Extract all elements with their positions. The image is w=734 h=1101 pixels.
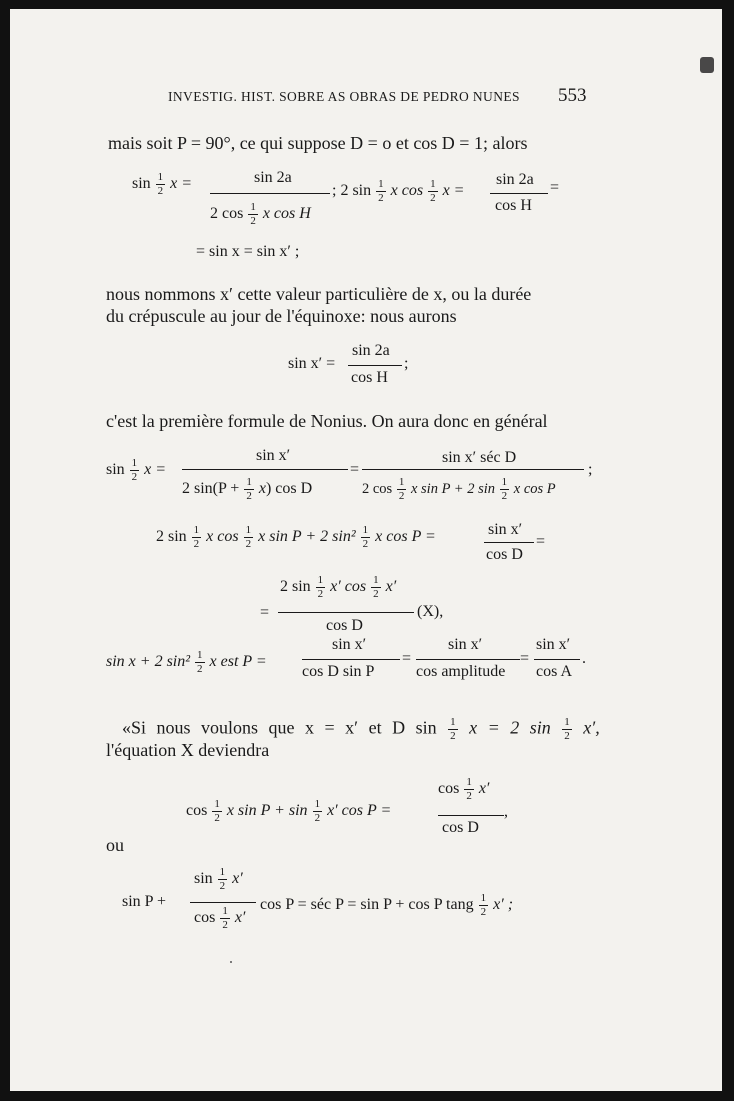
equation-tag: (X), <box>417 603 444 620</box>
equals-sign: = <box>402 650 412 667</box>
comma: , <box>504 803 508 820</box>
running-title: INVESTIG. HIST. SOBRE AS OBRAS DE PEDRO NUNES <box>168 89 520 104</box>
equation-9-rhs: cos P = séc P = sin P + cos P tang $\frac{1}{2}$ x′ ; <box>260 892 514 918</box>
period: . <box>582 650 586 667</box>
fraction-numerator: sin x′ <box>448 636 483 653</box>
fraction-denominator: cos D <box>442 819 479 836</box>
text-line: c'est la première formule de Nonius. On aura donc en général <box>106 411 548 431</box>
fraction-numerator: sin 2a <box>496 171 534 188</box>
fraction-bar <box>348 365 402 366</box>
fraction-numerator: sin x′ <box>256 447 291 464</box>
fraction-bar <box>484 542 534 543</box>
fraction-numerator: 2 sin $\frac{1}{2}$ x′ cos $\frac{1}{2}$ x′ <box>280 574 397 600</box>
fraction-denominator: cos A <box>536 663 572 680</box>
book-page <box>10 9 722 1091</box>
ink-mark <box>700 57 714 73</box>
equation-1-mid: ; 2 sin $\frac{1}{2}$ x cos $\frac{1}{2}$ x = <box>332 178 465 204</box>
equation-7: sin x + 2 sin² $\frac{1}{2}$ x est P = <box>106 649 267 675</box>
equals-sign: = <box>350 461 360 478</box>
fraction-bar <box>416 659 520 660</box>
equals-sign: = <box>520 650 530 667</box>
equation-8: cos $\frac{1}{2}$ x sin P + sin $\frac{1}{2}$ x′ cos P = <box>186 798 392 824</box>
fraction-bar <box>490 193 548 194</box>
equation-5: 2 sin $\frac{1}{2}$ x cos $\frac{1}{2}$ x sin P + 2 sin² $\frac{1}{2}$ x cos P = <box>156 524 436 550</box>
equation-9-lhs: sin P + <box>122 893 166 910</box>
semicolon: ; <box>588 461 593 478</box>
fraction-numerator: sin x′ <box>488 521 523 538</box>
fraction-bar <box>362 469 584 470</box>
fraction-denominator: cos H <box>495 197 532 214</box>
fraction-denominator: 2 cos $\frac{1}{2}$ x cos H <box>210 201 311 227</box>
fraction-numerator: sin x′ <box>536 636 571 653</box>
text-line: mais soit P = 90°, ce qui suppose D = o et cos D = 1; alors <box>108 133 528 153</box>
fraction-numerator: sin 2a <box>352 342 390 359</box>
equals-sign: = <box>550 179 560 196</box>
fraction-bar <box>210 193 330 194</box>
page-number: 553 <box>558 85 587 106</box>
fraction-numerator: sin 2a <box>254 169 292 186</box>
fraction-denominator: 2 cos $\frac{1}{2}$ x sin P + 2 sin $\frac{1}{2}$ x cos P <box>362 476 556 502</box>
fraction-bar <box>534 659 580 660</box>
equals-sign: = <box>260 604 270 621</box>
fraction-bar <box>182 469 348 470</box>
fraction-numerator: sin x′ <box>332 636 367 653</box>
fraction-denominator: cos $\frac{1}{2}$ x′ <box>194 905 246 931</box>
equation-1: sin $\frac{1}{2}$ x = <box>132 171 193 197</box>
text-line: «Si nous voulons que x = x′ et D sin $\frac{1}{2}$ x = 2 sin $\frac{1}{2}$ x′, <box>122 716 600 742</box>
fraction-denominator: cos amplitude <box>416 663 506 680</box>
fraction-numerator: sin $\frac{1}{2}$ x′ <box>194 866 243 892</box>
semicolon: ; <box>404 355 409 372</box>
fraction-bar <box>438 815 504 816</box>
equation-3-lhs: sin x′ = <box>288 355 336 372</box>
text-line: nous nommons x′ cette valeur particulière de x, ou la durée <box>106 284 532 304</box>
paper-speck <box>230 961 232 963</box>
fraction-denominator: cos D <box>326 617 363 634</box>
fraction-bar <box>190 902 256 903</box>
equation-2: = sin x = sin x′ ; <box>196 243 300 260</box>
fraction-denominator: cos D <box>486 546 523 563</box>
fraction-numerator: sin x′ séc D <box>442 449 517 466</box>
text-line: l'équation X deviendra <box>106 740 270 760</box>
equals-sign: = <box>536 533 546 550</box>
fraction-denominator: cos H <box>351 369 388 386</box>
text-line: du crépuscule au jour de l'équinoxe: nous aurons <box>106 306 457 326</box>
fraction-bar <box>278 612 414 613</box>
fraction-bar <box>302 659 400 660</box>
equation-4-lhs: sin $\frac{1}{2}$ x = <box>106 457 167 483</box>
fraction-numerator: cos $\frac{1}{2}$ x′ <box>438 776 490 802</box>
fraction-denominator: 2 sin(P + $\frac{1}{2}$ x) cos D <box>182 476 313 502</box>
fraction-denominator: cos D sin P <box>302 663 375 680</box>
text-line: ou <box>106 835 124 855</box>
